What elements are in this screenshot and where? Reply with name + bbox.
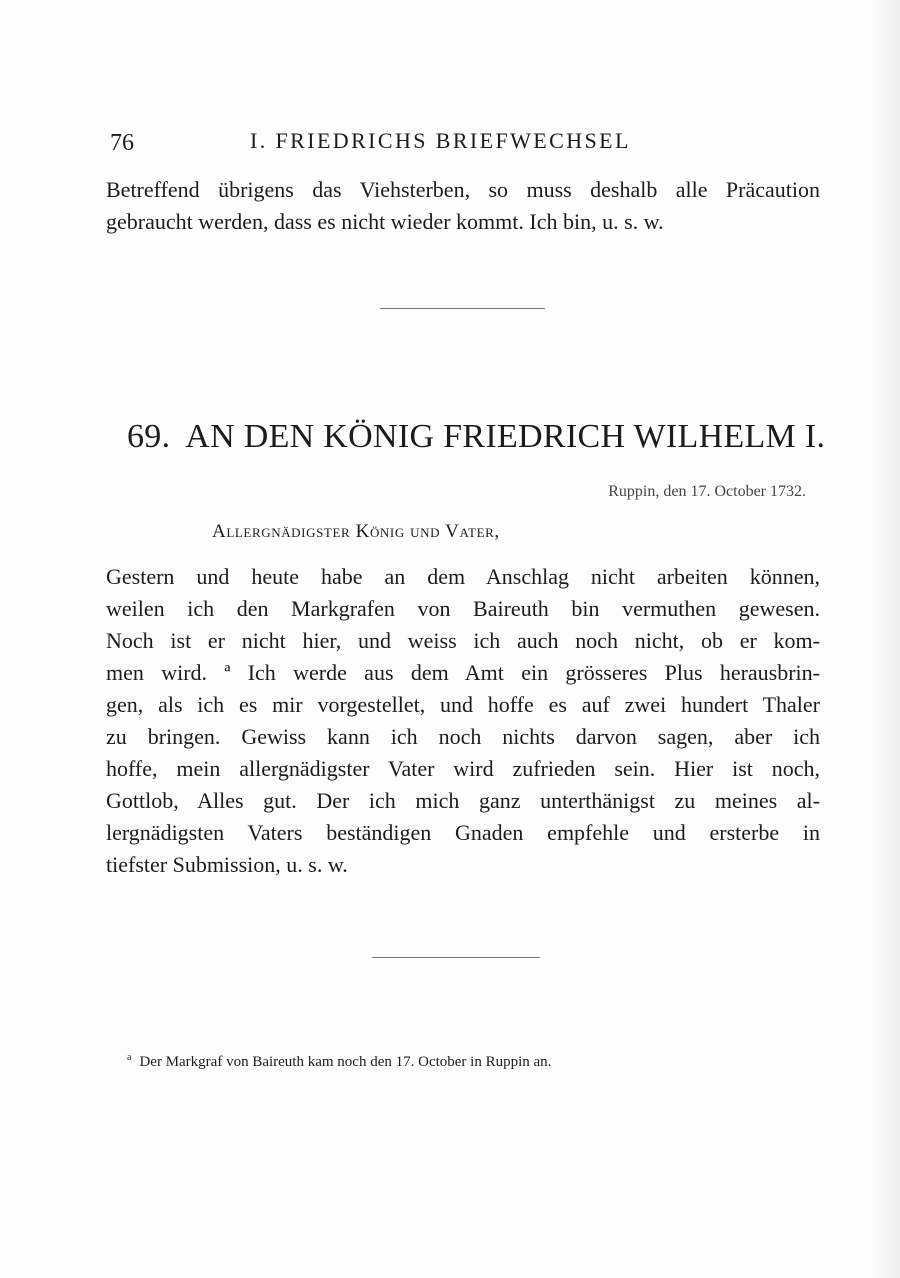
page-edge-shadow <box>870 0 900 1278</box>
body-line: zu bringen. Gewiss kann ich noch nichts darvon sagen, aber ich <box>106 724 820 749</box>
section-divider <box>380 308 545 309</box>
body-line: gen, als ich es mir vorgestellet, und hoffe es auf zwei hundert Thaler <box>106 692 820 717</box>
text-line: Betreffend übrigens das Viehsterben, so muss deshalb alle Präcaution <box>106 177 820 202</box>
section-divider <box>372 957 540 958</box>
footnote <box>127 1052 551 1071</box>
letter-title: AN DEN KÖNIG FRIEDRICH WILHELM I. <box>185 418 826 455</box>
page-number: 76 <box>110 130 134 156</box>
letter-number: 69. <box>127 418 171 455</box>
body-line: hoffe, mein allergnädigster Vater wird zufrieden sein. Hier ist noch, <box>106 756 820 781</box>
letter-heading <box>127 418 825 456</box>
body-line: Noch ist er nicht hier, und weiss ich auch noch nicht, ob er kom- <box>106 628 820 653</box>
body-line: men wird. ª Ich werde aus dem Amt ein grösseres Plus herausbrin- <box>106 660 820 685</box>
footnote-text: Der Markgraf von Baireuth kam noch den 17. October in Ruppin an. <box>139 1054 552 1070</box>
body-line: lergnädigsten Vaters beständigen Gnaden empfehle und ersterbe in <box>106 820 820 845</box>
footnote-marker: a <box>127 1052 132 1063</box>
body-line: Gottlob, Alles gut. Der ich mich ganz unterthänigst zu meines al- <box>106 788 820 813</box>
running-head-title: I. FRIEDRICHS BRIEFWECHSEL <box>250 128 631 153</box>
body-line: Gestern und heute habe an dem Anschlag nicht arbeiten können, <box>106 564 820 589</box>
dateline: Ruppin, den 17. October 1732. <box>608 483 806 500</box>
body-line: weilen ich den Markgrafen von Baireuth bin vermuthen gewesen. <box>106 596 820 621</box>
text-line: gebraucht werden, dass es nicht wieder kommt. Ich bin, u. s. w. <box>106 209 664 234</box>
salutation: Allergnädigster König und Vater, <box>212 521 500 542</box>
body-line: tiefster Submission, u. s. w. <box>106 852 348 877</box>
